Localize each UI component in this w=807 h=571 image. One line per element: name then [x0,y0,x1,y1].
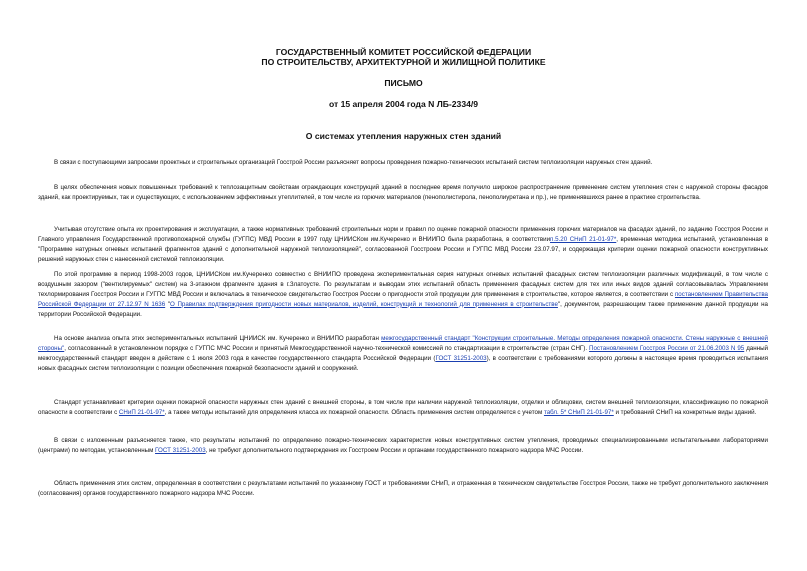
link-validation-rules[interactable]: О Правилах подтверждения пригодности новых материалов, изделий, конструкций и технологий для применения в строительстве [170,300,558,308]
org-name-line1: ГОСУДАРСТВЕННЫЙ КОМИТЕТ РОССИЙСКОЙ ФЕДЕРАЦИИ [275,47,532,57]
paragraph-1: В связи с поступающими запросами проектных и строительных организаций Госстрой России разъясняет вопросы проведения пожарно-технических испытаний систем теплоизоляции наружных стен зданий. [54,159,653,166]
document-title: О системах утепления наружных стен зданий [305,131,502,141]
paragraph-4: По этой программе в период 1998-2003 годов, ЦНИИСКом им.Кучеренко совместно с ВНИИПО проведена экспериментальная серия натурных огневых испытаний фасадных систем теплоизоляции различных модификаций, в том числе с воздушным зазором ("вентилируемых" систем) на 3-этажном фрагменте здания в г.Златоусте. По результатам и выводам этих испытаний область применения фасадных систем для тех или иных видов зданий согласовывалась Управлением техлормирования Госстроя России и ГУГПС МВД России и включалась в техническое свидетельство Госстроя России о пригодности этой продукции для применения в строительстве, которое является, в соответствии с постановлением Правительства Российской Федерации от 27.12.97 N 1636 "О Правилах подтверждения пригодности новых материалов, изделий, конструкций и технологий для применения в строительстве", документом, разрешающим также применение данной продукции на территории Российской Федерации. [38,271,768,318]
link-table5-snip[interactable]: табл. 5* СНиП 21-01-97* [543,408,614,416]
link-government-decree-1636[interactable]: постановлением Правительства Российской Федерации от 27.12.97 N 1636 [38,290,768,308]
link-snip-p5-20[interactable]: п.5.20 СНиП 21-01-97* [550,235,617,243]
link-gosstroy-resolution-95[interactable]: Постановлением Госстроя России от 21.06.2003 N 95 [589,344,745,352]
link-gost-31251-2[interactable]: ГОСТ 31251-2003 [155,446,206,454]
link-interstate-standard[interactable]: межгосударственный стандарт "Конструкции строительные. Методы определения пожарной опасности. Стены наружные с внешней стороны" [38,335,768,352]
paragraph-3: Учитывая отсутствие опыта их проектирования и эксплуатации, а также нормативных требований строительных норм и правил по оценке пожарной опасности применения горючих материалов на фасадах зданий, по заданию Госстроя России и Главного управления Государственной противопожарной службы (ГУГПС) МВД России в 1997 году ЦНИИСКом им.Кучеренко и ВНИИПО была разработана, в соответствиип.5.20 СНиП 21-01-97*, временная методика испытаний, установленная в "Программе натурных огневых испытаний фрагментов зданий с дополнительной наружной теплоизоляцией", согласованной Госстроем России и ГУГПС МВД России 23.07.97, и содержащая критерии оценки пожарной опасности конструктивных решений наружных стен с нанесенной системой теплоизоляции. [38,226,768,263]
link-snip-21-01-97[interactable]: СНиП 21-01-97* [118,408,165,416]
paragraph-6: Стандарт устанавливает критерии оценки пожарной опасности наружных стен зданий с внешней стороны, в том числе при наличии наружной теплоизоляции, отделки и облицовки, систем внешней теплоизоляции, классификацию по пожарной опасности в соответствии с СНиП 21-01-97*, а также методы испытаний для определения класса их пожарной опасности. Область применения систем определяется с учетом табл. 5* СНиП 21-01-97* и требований СНиП на конкретные виды зданий. [38,399,768,416]
document-date: от 15 апреля 2004 года N ЛБ-2334/9 [328,99,479,109]
link-gost-31251[interactable]: ГОСТ 31251-2003 [435,354,487,362]
paragraph-7: В связи с изложенным разъясняется также, что результаты испытаний по определению пожарно-технических характеристик новых конструктивных систем утепления, проводимых специализированными испытательными лабораториями (центрами) по методам, установленным ГОСТ 31251-2003, не требуют дополнительного подтверждения их Госстроем России и органами государственного пожарного надзора МЧС России. [38,437,768,454]
paragraph-8: Область применения этих систем, определенная в соответствии с результатами испытаний по указанному ГОСТ и требованиями СНиП, и отраженная в техническом свидетельстве Госстроя России, также не требует дополнительного заключения (согласования) органов государственного пожарного надзора МЧС России. [38,480,768,497]
paragraph-5: На основе анализа опыта этих экспериментальных испытаний ЦНИИСК им. Кучеренко и ВНИИПО разработан межгосударственный стандарт "Конструкции строительные. Методы определения пожарной опасности. Стены наружные с внешней стороны", согласованный в установленном порядке с ГУГПС МЧС России и принятый Межгосударственной научно-технической комиссией по стандартизации в строительстве (стран СНГ). Постановлением Госстроя России от 21.06.2003 N 95 данный межгосударственный стандарт введен в действие с 1 июля 2003 года в качестве государственного стандарта Российской Федерации (ГОСТ 31251-2003), в соответствии с требованиями которого должны в настоящее время проводиться испытания новых фасадных систем теплоизоляции с позиции обеспечения пожарной безопасности зданий и сооружений. [38,335,768,372]
org-name-line2: ПО СТРОИТЕЛЬСТВУ, АРХИТЕКТУРНОЙ И ЖИЛИЩНОЙ ПОЛИТИКЕ [261,57,546,67]
document-type: ПИСЬМО [384,78,423,88]
paragraph-2: В целях обеспечения новых повышенных требований к теплозащитным свойствам ограждающих конструкций зданий в последнее время получило широкое распространение применение систем утепления стен с наружной стороны фасадов зданий, как проектируемых, так и существующих, с использованием эффективных утеплителей, в том числе из горючих материалов (пенополистирола, пенополиуретана и пр.), не применявшихся ранее в практике строительства. [38,184,768,201]
